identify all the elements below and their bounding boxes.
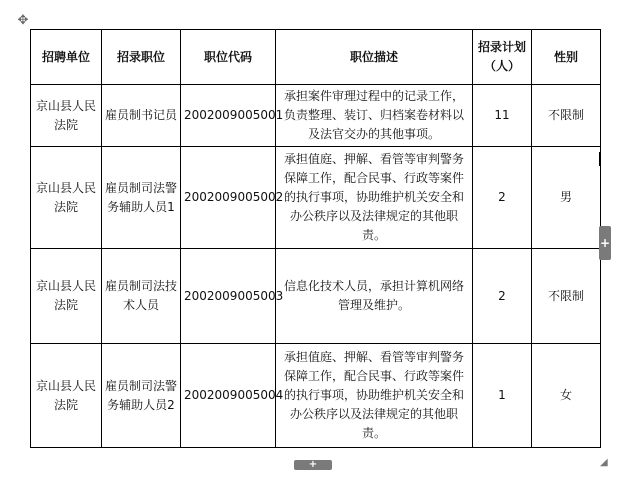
header-gender: 性别 — [532, 30, 601, 85]
table-row — [31, 147, 601, 249]
cell-gender[interactable]: 不限制 — [532, 85, 601, 147]
header-unit: 招聘单位 — [31, 30, 102, 85]
add-column-button[interactable]: + — [599, 226, 611, 260]
table-row — [31, 344, 601, 448]
header-plan: 招录计划（人） — [473, 30, 532, 85]
cell-unit[interactable]: 京山县人民法院 — [31, 249, 102, 344]
table-header-row — [31, 30, 601, 85]
cell-desc[interactable]: 信息化技术人员，承担计算机网络管理及维护。 — [276, 249, 473, 344]
cell-plan[interactable]: 1 — [473, 344, 532, 448]
cell-plan[interactable]: 2 — [473, 147, 532, 249]
cell-unit[interactable]: 京山县人民法院 — [31, 85, 102, 147]
cell-position[interactable]: 雇员制司法技术人员 — [102, 249, 181, 344]
cell-gender[interactable]: 不限制 — [532, 249, 601, 344]
table-move-icon[interactable]: ✥ — [17, 13, 29, 28]
table-resize-icon[interactable]: ◢ — [600, 457, 608, 468]
header-code: 职位代码 — [181, 30, 276, 85]
cell-desc[interactable]: 承担值庭、押解、看管等审判警务保障工作，配合民事、行政等案件的执行事项，协助维护机关安全和办公秩序以及法律规定的其他职责。 — [276, 147, 473, 249]
header-desc: 职位描述 — [276, 30, 473, 85]
cell-gender[interactable]: 男 — [532, 147, 601, 249]
cell-code[interactable]: 2002009005001 — [181, 85, 276, 147]
cell-position[interactable]: 雇员制司法警务辅助人员1 — [102, 147, 181, 249]
cell-position[interactable]: 雇员制书记员 — [102, 85, 181, 147]
table-row — [31, 85, 601, 147]
cell-desc[interactable]: 承担值庭、押解、看管等审判警务保障工作，配合民事、行政等案件的执行事项，协助维护机关安全和办公秩序以及法律规定的其他职责。 — [276, 344, 473, 448]
cell-code[interactable]: 2002009005004 — [181, 344, 276, 448]
cell-code[interactable]: 2002009005003 — [181, 249, 276, 344]
cell-position[interactable]: 雇员制司法警务辅助人员2 — [102, 344, 181, 448]
cell-plan[interactable]: 11 — [473, 85, 532, 147]
cell-code[interactable]: 2002009005002 — [181, 147, 276, 249]
cell-plan[interactable]: 2 — [473, 249, 532, 344]
table-row — [31, 249, 601, 344]
add-row-button[interactable]: + — [294, 460, 332, 470]
header-position: 招录职位 — [102, 30, 181, 85]
cell-desc[interactable]: 承担案件审理过程中的记录工作，负责整理、装订、归档案卷材料以及法官交办的其他事项。 — [276, 85, 473, 147]
cell-unit[interactable]: 京山县人民法院 — [31, 344, 102, 448]
recruitment-table — [30, 29, 601, 448]
cell-gender[interactable]: 女 — [532, 344, 601, 448]
cell-unit[interactable]: 京山县人民法院 — [31, 147, 102, 249]
text-cursor — [599, 152, 601, 166]
